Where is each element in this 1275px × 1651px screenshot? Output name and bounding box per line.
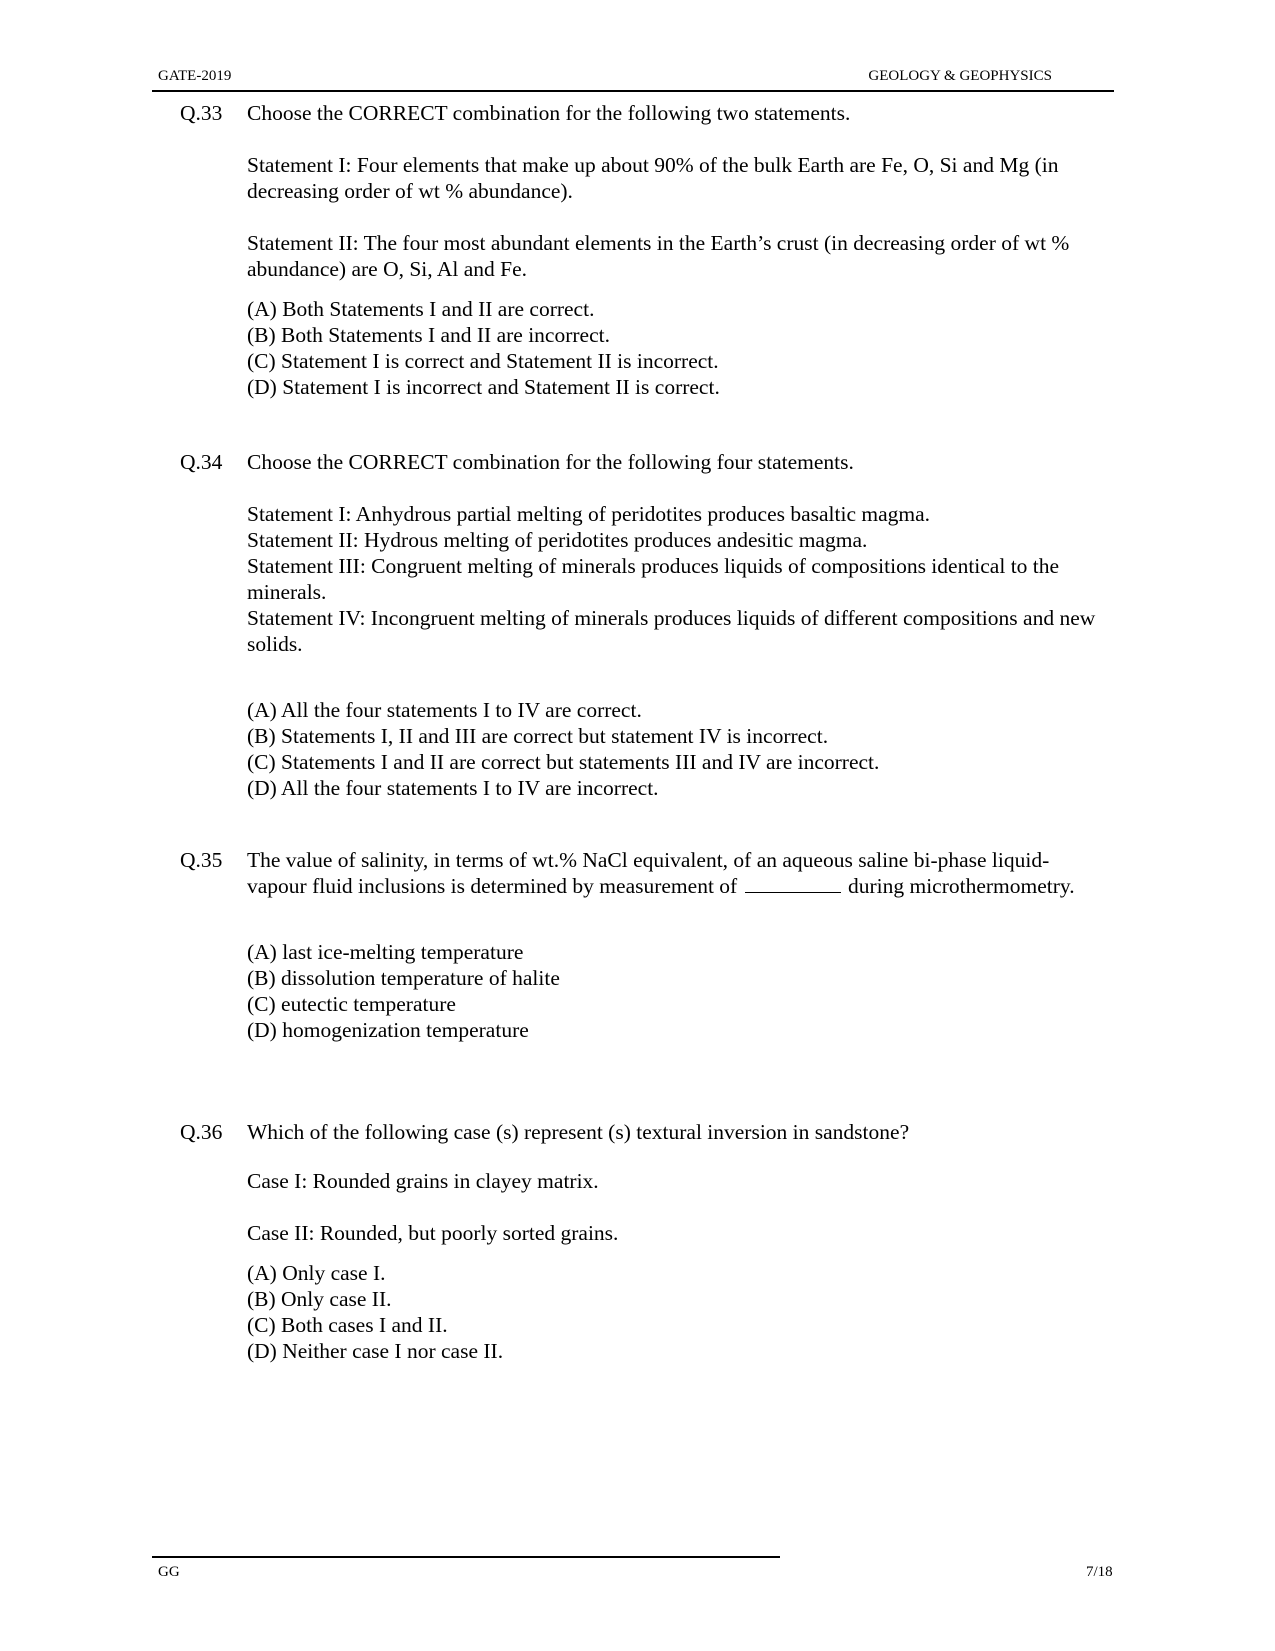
page-number: 7/18 <box>1086 1564 1113 1580</box>
question-number: Q.35 <box>180 848 223 872</box>
option-a: (A) last ice-melting temperature <box>247 940 524 964</box>
option-c: (C) Both cases I and II. <box>247 1313 448 1337</box>
case-2: Case II: Rounded, but poorly sorted grains. <box>247 1221 619 1245</box>
option-b: (B) Only case II. <box>247 1287 392 1311</box>
statement-3: Statement III: Congruent melting of minerals produces liquids of compositions identical to the minerals. <box>247 554 1060 604</box>
exam-name: GATE-2019 <box>158 68 232 84</box>
option-d: (D) homogenization temperature <box>247 1018 529 1042</box>
option-b: (B) Both Statements I and II are incorrect. <box>247 323 610 347</box>
option-a: (A) Only case I. <box>247 1261 386 1285</box>
fill-in-blank <box>745 874 841 893</box>
option-d: (D) All the four statements I to IV are incorrect. <box>247 776 659 800</box>
question-number: Q.34 <box>180 450 223 474</box>
question-number: Q.36 <box>180 1120 223 1144</box>
question-stem: Which of the following case (s) represent (s) textural inversion in sandstone? <box>247 1120 910 1144</box>
statement-1: Statement I: Four elements that make up about 90% of the bulk Earth are Fe, O, Si and Mg (in decreasing order of wt % abundance). <box>247 153 1059 203</box>
option-c: (C) Statements I and II are correct but statements III and IV are incorrect. <box>247 750 880 774</box>
option-b: (B) Statements I, II and III are correct but statement IV is incorrect. <box>247 724 829 748</box>
question-stem: Choose the CORRECT combination for the following two statements. <box>247 101 851 125</box>
case-1: Case I: Rounded grains in clayey matrix. <box>247 1169 599 1193</box>
paper-code: GG <box>158 1564 180 1580</box>
statement-2: Statement II: Hydrous melting of peridotites produces andesitic magma. <box>247 528 868 552</box>
page-header <box>152 68 1114 92</box>
option-b: (B) dissolution temperature of halite <box>247 966 560 990</box>
option-a: (A) Both Statements I and II are correct. <box>247 297 595 321</box>
statement-1: Statement I: Anhydrous partial melting of peridotites produces basaltic magma. <box>247 502 931 526</box>
option-d: (D) Neither case I nor case II. <box>247 1339 504 1363</box>
option-c: (C) Statement I is correct and Statement II is incorrect. <box>247 349 719 373</box>
subject-name: GEOLOGY & GEOPHYSICS <box>868 68 1052 84</box>
question-stem <box>247 847 1107 899</box>
footer-divider <box>152 1556 780 1558</box>
statement-4: Statement IV: Incongruent melting of minerals produces liquids of different compositions and new solids. <box>247 606 1096 656</box>
question-stem-part-1: The value of salinity, in terms of wt.% NaCl equivalent, of an aqueous saline bi-phase liquid-vapour fluid inclusions is determined by measurement of <box>247 848 1050 898</box>
option-a: (A) All the four statements I to IV are correct. <box>247 698 642 722</box>
option-c: (C) eutectic temperature <box>247 992 456 1016</box>
question-stem-part-2: during microthermometry. <box>847 874 1075 898</box>
option-d: (D) Statement I is incorrect and Statement II is correct. <box>247 375 720 399</box>
statement-2: Statement II: The four most abundant elements in the Earth’s crust (in decreasing order of wt % abundance) are O, Si, Al and Fe. <box>247 231 1070 281</box>
question-number: Q.33 <box>180 101 223 125</box>
question-stem: Choose the CORRECT combination for the following four statements. <box>247 450 854 474</box>
